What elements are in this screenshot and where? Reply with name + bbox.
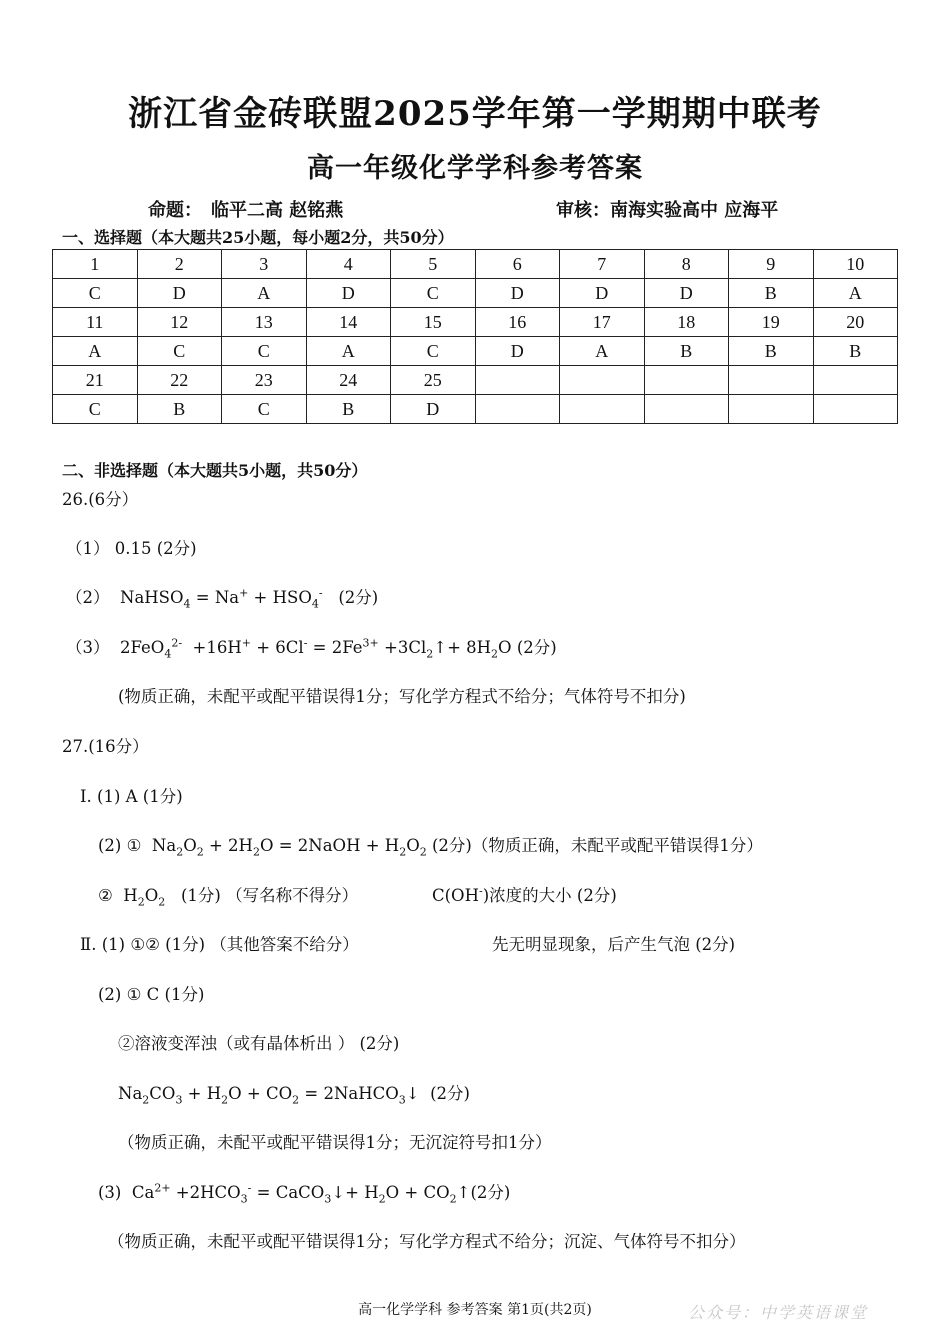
answer-cell: C	[137, 337, 222, 366]
answer-row	[53, 395, 898, 424]
exam-title: 浙江省金砖联盟2025学年第一学期期中联考	[128, 94, 822, 134]
answer-cell	[813, 395, 898, 424]
question-number-cell: 3	[222, 250, 307, 279]
q26-part2-equation: NaHSO$_4$ = $Na^+ + HSO_4^-$	[120, 586, 323, 611]
question-number-cell: 15	[391, 308, 476, 337]
question-number-cell: 9	[729, 250, 814, 279]
question-number-cell: 20	[813, 308, 898, 337]
question-number-cell: 16	[475, 308, 560, 337]
question-number-cell: 18	[644, 308, 729, 337]
q27-ii-3-equation: $Ca^{2+} +2HCO_3^-$ = CaCO$_3$↓+ $H_2O$ + $CO_2↑$	[131, 1181, 471, 1206]
answer-cell: C	[222, 337, 307, 366]
q26-part2	[66, 584, 378, 610]
answer-cell: A	[306, 337, 391, 366]
question-number-row	[53, 250, 898, 279]
q26-part3	[66, 634, 557, 660]
q27-ii-2c-equation: $Na_2CO_3 + H_2O + CO_2$ = 2NaHCO$_3$↓	[118, 1084, 420, 1107]
answer-cell: C	[222, 395, 307, 424]
q27-ii-2c	[118, 1080, 470, 1106]
answer-cell: B	[306, 395, 391, 424]
q27-ii-1: Ⅱ. (1) ①② (1分) （其他答案不给分）	[80, 935, 359, 954]
answer-cell: C	[391, 279, 476, 308]
answer-cell	[729, 395, 814, 424]
question-number-cell	[560, 366, 645, 395]
question-number-cell: 17	[560, 308, 645, 337]
reviewer-line: 审核：南海实验高中 应海平	[556, 200, 779, 221]
q27-i-2b-label: ②	[98, 886, 113, 905]
answer-cell: C	[53, 395, 138, 424]
question-number-cell: 2	[137, 250, 222, 279]
q26-part2-score: (2分)	[338, 588, 379, 607]
q26-part3-label: （3）	[66, 638, 110, 657]
q27-i-2b-right	[432, 882, 617, 906]
question-number-row	[53, 308, 898, 337]
answer-cell: B	[644, 337, 729, 366]
answer-cell: D	[306, 279, 391, 308]
q27-i-1: I. (1) A (1分)	[80, 787, 183, 806]
q27-i-2	[98, 832, 763, 858]
q26-part3-equation: $2FeO_4^{2-} +16H^+ + 6Cl^- = 2Fe^{3+}$ $+3Cl_2↑+ 8H_2O$	[120, 636, 512, 661]
question-number-cell: 5	[391, 250, 476, 279]
q26-part2-label: （2）	[66, 588, 110, 607]
answer-cell: D	[391, 395, 476, 424]
exam-subtitle: 高一年级化学学科参考答案	[307, 153, 643, 184]
q27-i-2b-right-tail: 浓度的大小 (2分)	[489, 886, 617, 905]
answer-cell: C	[53, 279, 138, 308]
answer-row	[53, 337, 898, 366]
watermark: 公众号：中学英语课堂	[688, 1303, 869, 1322]
q27-ii-3	[98, 1179, 510, 1205]
answer-cell: C	[391, 337, 476, 366]
q26-part3-score: (2分)	[516, 638, 557, 657]
q27-i-2b-tail: (1分) （写名称不得分）	[180, 886, 359, 905]
answer-table	[52, 249, 898, 424]
q27-ii-3-score: (2分)	[470, 1183, 511, 1202]
question-number-cell: 7	[560, 250, 645, 279]
answer-cell: D	[560, 279, 645, 308]
answer-cell: B	[813, 337, 898, 366]
section2-heading: 二、非选择题（本大题共5小题，共50分）	[62, 461, 368, 480]
question-number-cell: 14	[306, 308, 391, 337]
author-line: 命题： 临平二高 赵铭燕	[148, 200, 344, 221]
answer-cell: A	[560, 337, 645, 366]
q27-ii-2-note: （物质正确，未配平或配平错误得1分；无沉淀符号扣1分）	[118, 1133, 552, 1152]
answer-cell: B	[729, 337, 814, 366]
q27-i-2b	[98, 882, 358, 908]
question-number-cell: 1	[53, 250, 138, 279]
question-number-cell: 12	[137, 308, 222, 337]
question-number-cell: 22	[137, 366, 222, 395]
q26-part1: （1） 0.15 (2分)	[66, 539, 197, 558]
answer-cell: A	[53, 337, 138, 366]
q27-ii-2: (2) ① C (1分)	[98, 985, 205, 1004]
question-number-cell: 6	[475, 250, 560, 279]
answer-cell: A	[813, 279, 898, 308]
answer-cell: B	[137, 395, 222, 424]
q27-i-2-tail: (2分)（物质正确，未配平或配平错误得1分）	[431, 836, 763, 855]
question-number-row	[53, 366, 898, 395]
question-number-cell: 11	[53, 308, 138, 337]
q27-ii-2c-score: (2分)	[430, 1084, 470, 1103]
answer-cell	[475, 395, 560, 424]
answer-cell: D	[644, 279, 729, 308]
question-number-cell: 19	[729, 308, 814, 337]
answer-cell: D	[475, 279, 560, 308]
q27-ii-2b: ②溶液变浑浊（或有晶体析出 ） (2分)	[118, 1034, 400, 1053]
q27-header: 27.(16分）	[62, 737, 149, 756]
page-footer: 高一化学学科 参考答案 第1页(共2页)	[358, 1302, 592, 1318]
section1-heading: 一、选择题（本大题共25小题，每小题2分，共50分）	[62, 228, 454, 247]
answer-cell: A	[222, 279, 307, 308]
question-number-cell: 8	[644, 250, 729, 279]
answer-cell: B	[729, 279, 814, 308]
question-number-cell: 4	[306, 250, 391, 279]
answer-cell	[560, 395, 645, 424]
q26-header: 26.(6分）	[62, 490, 139, 509]
q27-final-note: （物质正确，未配平或配平错误得1分；写化学方程式不给分；沉淀、气体符号不扣分）	[108, 1232, 746, 1251]
q27-i-2-equation: $Na_2O_2 + 2H_2O$ = 2NaOH + $H_2O_2$	[151, 836, 427, 859]
answer-cell	[644, 395, 729, 424]
q27-ii-1-right: 先无明显现象，后产生气泡 (2分)	[492, 935, 736, 954]
q27-i-2b-right-formula: C(OH-)	[432, 884, 490, 905]
question-number-cell	[475, 366, 560, 395]
question-number-cell: 25	[391, 366, 476, 395]
q26-note: (物质正确，未配平或配平错误得1分；写化学方程式不给分；气体符号不扣分)	[118, 687, 686, 706]
answer-cell: D	[137, 279, 222, 308]
question-number-cell	[813, 366, 898, 395]
q27-i-2-label: (2) ①	[98, 836, 142, 855]
q27-ii-3-label: (3)	[98, 1183, 122, 1202]
question-number-cell: 24	[306, 366, 391, 395]
answer-row	[53, 279, 898, 308]
question-number-cell: 10	[813, 250, 898, 279]
q27-i-2b-formula: $H_2O_2$	[123, 886, 166, 909]
question-number-cell: 21	[53, 366, 138, 395]
question-number-cell: 13	[222, 308, 307, 337]
question-number-cell: 23	[222, 366, 307, 395]
question-number-cell	[729, 366, 814, 395]
answer-cell: D	[475, 337, 560, 366]
question-number-cell	[644, 366, 729, 395]
